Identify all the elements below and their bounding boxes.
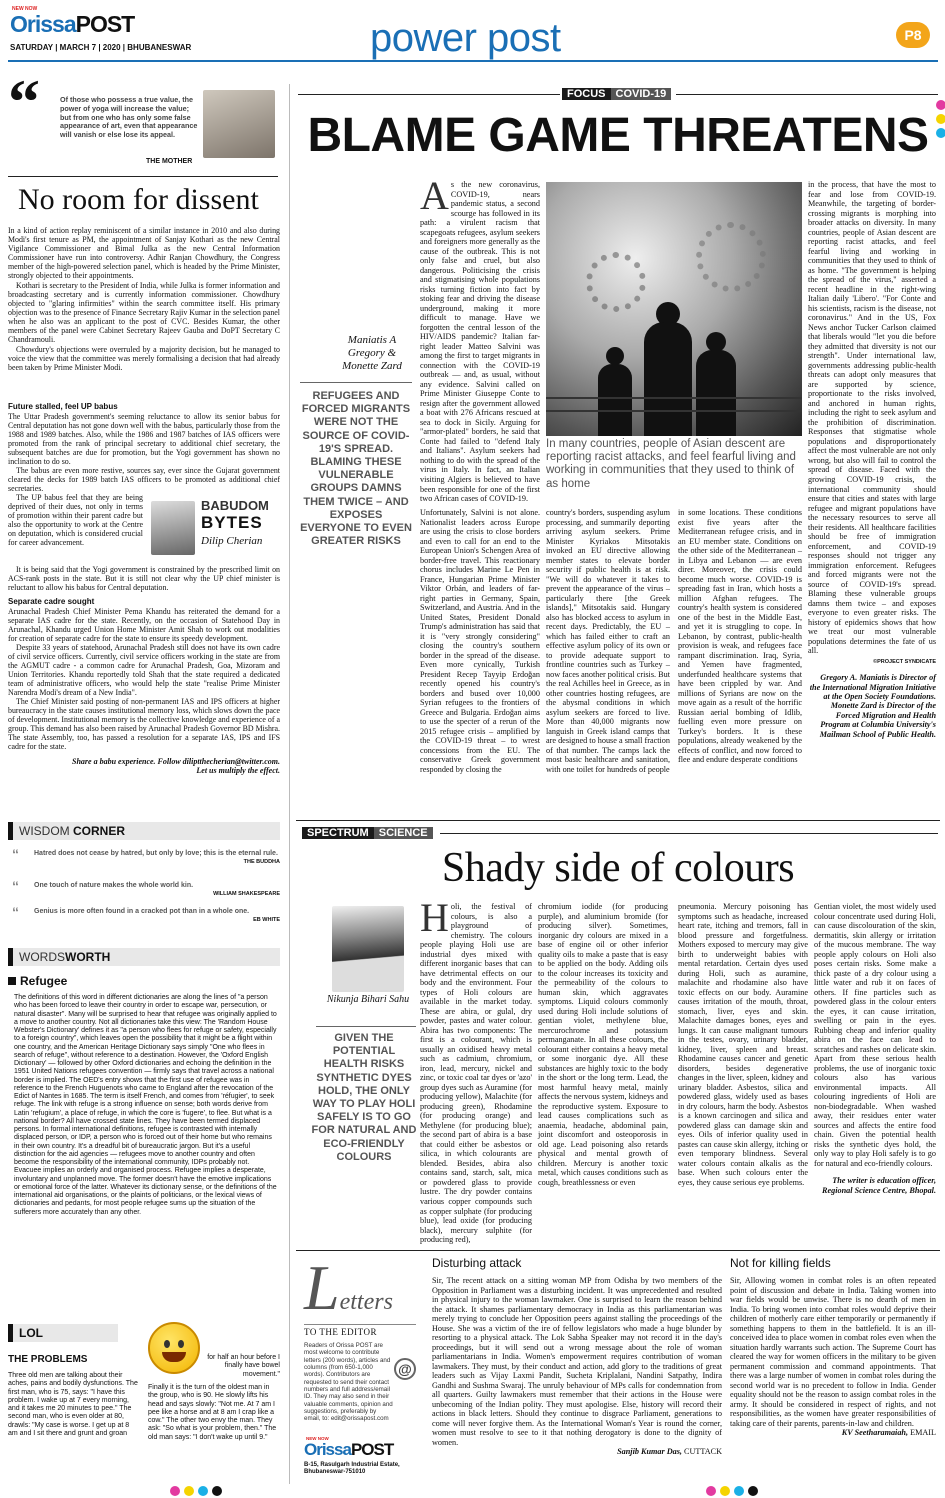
spectrum-text: chromium iodide (for producing purple), and aluminium bromide (for producing silver). Sometimes, inorganic dry colours are mixed in a base of engine oil or other inferior quality oils to make a paste that is easy to be applied on the body. Adding oils to the colour increases its toxicity and the permeability of the colours to human skin, which aggravates symptoms. Liquid colours commonly used during Holi include solutions of gentian violet, methylene blue, mercurochrome and potassium permanganate. In all these colours, the colourant either contains a heavy metal or some inorganic dye. All these substances are highly toxic to the body in the short or the long term. Lead, the most harmful heavy metal, mainly affects the nervous system, kidneys and the reproductive system. Exposure to lead causes complications such as anaemia, headache, abdominal pain, joint discomfort and osteoporosis in old age. Lead poisoning also retards physical and mental growth of children. Mercury is another toxic metal, which causes conditions such as cough, breathlessness or even — [538, 902, 668, 1187]
letters-info: Readers of Orissa POST are most welcome to contribute letters (200 words), articles and columns (from 650-1,000 words). Contributors are requested to send their contact numbers and full address/email ID. They may also send in their valuable comments, opinion and suggestions, preferably by email, to: edit@orissapost.com — [304, 1342, 393, 1423]
square-bullet-icon — [8, 977, 16, 985]
spectrum-text: pneumonia. Mercury poisoning has symptoms such as headache, increased heart rate, itching and tremors, fall in blood pressure and forgetfulness. Mothers exposed to mercury may give birth to underweight babies with mental retardation. Certain dyes used during Holi, such as auramine, malachite and rhodamine also have toxic effects on our body. Auramine causes irritation of the mouth, throat, stomach, liver, eyes and skin. Malachite damages bones, eyes and lungs. It can cause malignant tumours in the testes, ovary, urinary bladder, kidney, liver, spleen and breast. Rhodamine causes cancer and genetic disorders, besides degenerative changes in the liver, spleen, kidney and urinary bladder. Asbestos, silica and powdered glass, widely used as bases in dry colours, harm the body. Asbestos is a known carcinogen and silica and powdered glass can damage skin and eyes. Oils of inferior quality used in pastes can cause skin allergy, itching or even temporary blindness. Several water colours contain alkalis as the base. When such colours enter the eyes, they cause serious eye problems. — [678, 902, 808, 1187]
spectrum-author: Nikunja Bihari Sahu — [326, 994, 410, 1005]
word-body: The definitions of this word in different dictionaries are along the lines of "a person who has been forced to leave their country in order to escape war, persecution, or natural disaster". Many will be surprised to hear that refugee was originally applied to a move to another country. Not all dictionaries take this view: The 'Random House Webster's Dictionary' defines it as "a person who flees for refuge or safety, especially to a foreign country", which leaves open the possibility that it might be a flight within one country, and the American Heritage Dictionary says simply "One who flees in search of refuge", without reference to a destination. However, the 'Oxford English Dictionary' — followed by other Oxford dictionaries and echoing the definition in the 1951 United Nations refugees convention — firmly says that travel across a national border is implied. The OED's entry shows that the first use of refugee was in reference to the French Huguenots who came to England after the revocation of the Edict of Nantes in 1685. The term is itself French, and comes from 'réfugier', to seek refuge. The link with refuge is a strong influence on sense; both words derive from Latin 'refugium', a place of refuge, in which the core is 'fugere', to flee. But what is a national border? All have crossed state lines. They have been termed displaced persons. In formal international definitions, refugee is contrasted with internally displaced person, or IDP, a person who is forced out of their home but who remains in their own country. It's a dreadful bit of bureaucratic jargon. But it's a useful distinction for the aid agencies — refugees move to another country and often become the responsibility of the international community, IDPs probably not. Evacuee implies an orderly and organised process. Refugee implies a desperate, involuntary and unplanned move. The former doesn't have the emotive implications or emotional force of the latter. Whatever its dictionary sense, or the definitions of the international aid organisations, or the plaints of politicians, or the lexical views of dictionaries and pedants, for most people refugee sums up the situation of the sufferers more accurately than any other. — [14, 994, 277, 1216]
wordsworth — [8, 948, 280, 1308]
babu-paragraph: Arunachal Pradesh Chief Minister Pema Khandu has reiterated the demand for a separate IAS cadre for the state. Recently, on the occasion of Statehood Day in Arunachal, Khandu urged Union Home Minister Amit Shah to work out modalities for creation of separate cadre for the state to ensure its speedy development. — [8, 607, 280, 644]
logo-post: POST — [75, 11, 135, 37]
lol-col2b: Finally it is the turn of the oldest man in the group, who is 90. He slowly lifts his head and says slowly: "Not me. At 7 am I pee like a horse and at 8 am I crap like a cow." The other two envy the man. They ask: "So what is your problem, then." The old man says: "I don't wake up until 9." — [148, 1384, 277, 1441]
quote-mark-icon: “ — [12, 846, 19, 862]
editorial-title: No room for dissent — [18, 183, 259, 216]
registration-mark — [184, 1486, 194, 1496]
registration-mark — [720, 1486, 730, 1496]
letters-address: B-15, Rasulgarh Industrial Estate, Bhubaneswar-751010 — [304, 1462, 400, 1476]
focus-photo-caption: In many countries, people of Asian descent are reporting racist attacks, and feel fearful living and working in communities that they used to think of as home — [546, 438, 796, 490]
wisdom-quote-text: Genius is more often found in a cracked pot than in a whole one. — [34, 908, 250, 915]
registration-mark — [198, 1486, 208, 1496]
wisdom-quote-author: THE BUDDHA — [243, 859, 280, 865]
focus-col3 — [546, 508, 670, 775]
letter-title: Disturbing attack — [432, 1256, 522, 1270]
lol-title: THE PROBLEMS — [8, 1354, 88, 1365]
quote-text: Of those who possess a true value, the power of yoga will increase the value; but from one who has only some false appearance of art, even that appearance will vanish or else lose its appeal. — [60, 95, 198, 140]
masthead-logo[interactable] — [10, 11, 134, 38]
wisdom-header — [8, 822, 280, 840]
focus-tag-b: COVID-19 — [611, 88, 672, 100]
column-tagline — [8, 757, 280, 775]
author-bio: Gregory A. Maniatis is Director of the International Migration Initiative at the Open Society Foundations. Monette Zard is Director of the Forced Migration and Health Program at Columbia University's Mailman School of Public Health. — [809, 673, 936, 739]
registration-mark — [734, 1486, 744, 1496]
wisdom-quote — [8, 904, 280, 923]
letter-signature — [432, 1447, 722, 1456]
focus-col1 — [420, 173, 540, 505]
wisdom-head-a: WISDOM — [19, 824, 70, 838]
spectrum-text: Gentian violet, the most widely used colour concentrate used during Holi, can cause discolouration of the skin, dermatitis, skin allergy or irritation of the mucous membrane. The way people apply colours on Holi also poses certain risks. Some make a thick paste of a dry colour using a little water and rub it on faces of others. If fine particles such as powdered glass in the colour enters the eyes, it can cause irritation, swelling or pain in the eyes. Rubbing cheap and inferior quality abira on the face can lead to scratches and rashes on delicate skin. Apart from these serious health problems, the use of inorganic toxic colours also has various environmental impacts. All colouring ingredients of Holi are non-biodegradable. When washed away, their residues enter water sources and affects the entire food chain. Given the potential health risks the synthetic dyes hold, the only way to play Holi safely is to go for natural and eco-friendly colours. — [814, 902, 936, 1168]
editorial-paragraph: In a kind of action replay reminiscent of a similar instance in 2010 and also during Modi's first tenure as PM, the appointment of Sanjay Kothari as the new Central Vigilance Commissioner and Bimal Julka as the new Central Information Commissioner have run into controversy. Adhir Ranjan Chowdhury, the Congress member of the high-powered selection panel, which is headed by the Prime Minister, strongly objected to their appointments. — [8, 226, 280, 280]
spectrum-col4 — [814, 902, 936, 1195]
letter-body: Sir, Allowing women in combat roles is an often repeated point of discussion and debate in India. Taking women into war fields would be unwise. There is no dearth of men in India. To bring women into combat roles would deprive their children of motherly care either temporarily or permanently if something happens to them in the battlefield. It is an ill-conceived idea to place women in combat roles even when the situation hardly warrants such action. The Supreme Court has cleared the way for women officers in the military to be given permanent commission and command appointments. That there was a large number of women in combat roles during the second world war is no precedent to follow in India. Gender equality should not be the reason to assign combat roles in the army. It should be considered in respect of rights, and not responsibilities, as the women have greater responsibilities of taking care of their parents, parents-in-law and children. — [730, 1276, 936, 1428]
letter-1 — [432, 1256, 722, 1482]
letters-logo — [304, 1440, 393, 1460]
focus-photo — [546, 182, 802, 436]
columnist-name: Dilip Cherian — [201, 535, 263, 548]
registration-mark — [748, 1486, 758, 1496]
subhead: Future stalled, feel UP babus — [8, 402, 118, 411]
letter-sign: Sanjib Kumar Das, — [617, 1447, 682, 1457]
focus-tag — [562, 86, 671, 102]
letters-title — [304, 1252, 393, 1323]
logo-small-text: NEW NOW — [12, 6, 38, 12]
babu-paragraph: It is being said that the Yogi government is constrained by the prescribed limit on ACS-rank posts in the state. But it is still not clear why the UP chief minister is reluctant to allow his babus for Central deputation. — [8, 565, 280, 593]
lol-col1: Three old men are talking about their aches, pains and bodily dysfunctions. The first man, who is 75, says: "I have this problem. I wake up at 7 every morning, and it takes me 20 minutes to pee." The second man, who is even older at 80, drawls: "My case is worse. I get up at 8 am and I sit there and grunt and groan — [8, 1372, 138, 1437]
lol-col2a: for half an hour before I finally have bowel movement." — [207, 1354, 280, 1378]
lol-box — [8, 1324, 280, 1484]
wisdom-quote — [8, 878, 280, 897]
editorial-paragraph: Chowdury's objections were overruled by a majority decision, but he managed to voice the view that the committee was merely formalising a decision that had already been taken by Prime Minister Modi. — [8, 345, 280, 372]
letters-box — [300, 1254, 418, 1482]
focus-col5 — [808, 180, 936, 739]
focus-text: Unfortunately, Salvini is not alone. Nationalist leaders across Europe are using the crisis to close borders and even to call for an end to the European Union's Schengen Area of border-free travel. This reactionary chorus includes Marine Le Pen in France, Hungarian Prime Minister Viktor Orbán, and leaders of far-right parties in Germany, Spain, Switzerland, and Austria. And in the United States, President Donald Trump's administration has said that it is "very strongly considering" closing the country's southern border in the spread of the disease. Even more cynically, Turkish President Recep Tayyip Erdoğan recently opened his country's borders and bused over 10,000 Syrian refugees to the frontiers of Greece and Bulgaria. Erdoğan aims to use the specter of a rerun of the 2015 refugee crisis – amplified by the COVID-19 threat – to wrest concessions from the EU. The conservative Greek government responded by closing the — [420, 508, 540, 774]
letters-rest: etters — [339, 1289, 393, 1315]
drop-cap: H — [420, 895, 449, 940]
focus-tag-a: FOCUS — [562, 88, 611, 100]
tagline-line: Let us multiply the effect. — [196, 766, 280, 776]
focus-text: in some locations. These conditions exist five years after the Mediterranean refugee crisis, and in an EU member state. Conditions on the other side of the Mediterranean – in Libya and Lebanon — are even direr. Moreover, the crisis could become much worse. COVID-19 is spreading fast in Iran, which hosts a million Afghan refugees. The country's health system is considered one of the best in the Middle East, and yet it is struggling to cope. In Lebanon, by contrast, public-health provision is weak, and refugees face rampant discrimination. Iraq, Syria, and Yemen have fragmented, underfunded healthcare systems that have been crippled by war. And millions of Syrians are now on the move again as a result of the horrific Russian aerial bombing of Idlib, fuelling even more pressure on Turkey's borders. It is these populations, already weakened by the effects of conflict, and now forced to flee and endure desperate conditions — [678, 508, 802, 765]
quote-author: THE MOTHER — [146, 158, 193, 165]
registration-mark — [212, 1486, 222, 1496]
subhead: Separate cadre sought — [8, 597, 95, 607]
babudom-bytes-box — [143, 493, 280, 565]
smiley-icon — [148, 1322, 200, 1374]
focus-pull-quote: REFUGEES AND FORCED MIGRANTS WERE NOT THE SOURCE OF COVID-19'S SPREAD. BLAMING THESE VULNERABLE GROUPS DAMNS THEM TWICE – AND EXPOSES EVERYONE TO EVEN GREATER RISKS — [300, 390, 412, 548]
focus-col4 — [678, 508, 802, 766]
focus-text: s the new coronavirus, COVID-19, nears pandemic status, a second scourge has followed in its path: a virulent racism that scapegoats refugees, asylum seekers and foreigners more generally as the cause of the outbreak. This is not only false and cruel, but also dangerous. Politicising the crisis and stigmatising whole populations risks turning fiction into fact by stoking fear and driving the disease underground, making it more difficult to manage. Have we forgotten the central lesson of the HIV/AIDS pandemic? Italian far-right leader Matteo Salvini was among the first to target migrants in connection with the COVID-19 outbreak — and, as usual, without any evidence. Salvini called on Prime Minister Giuseppe Conte to resign after the government allowed a boat with 276 Africans rescued at sea to dock in Sicily. Arguing for "armor-plated" borders, he said that Conte had failed to "defend Italy and Italians". Asylum seekers had nothing to do with the spread of the virus in Italy. In fact, an Italian visiting Algiers is believed to have been responsible for one of the first two African cases of COVID-19. — [420, 180, 540, 504]
babu-column — [8, 402, 280, 775]
letters-logo-small: NEW NOW — [306, 1436, 329, 1441]
babu-paragraph: The UP babus feel that they are being deprived of their dues, not only in terms of promotion within their parent cadre but also the opportunity to work at the Centre on deputation, which is considered crucial for career advancement. — [8, 493, 143, 548]
author-portrait — [203, 90, 275, 158]
wisdom-quote — [8, 846, 280, 865]
logo-post: POST — [350, 1440, 394, 1459]
quote-box — [8, 66, 278, 172]
letter-body: Sir, The recent attack on a sitting woman MP from Odisha by two members of the Opposition in Parliament was a disturbing incident. It was unprecedented and resulted in physical injury to the woman lawmaker. One is surprised to learn the reason behind the attack. It shames parliamentary democracy in India as this parliamentarian was merely trying to conclude her Opposition peers against stalling the proceedings of the House. She was a victim of the ire of fellow legislators who made a huge blunder by resorting to a physical attack. The Lok Sabha Speaker may not record it in the day's proceedings, but it will send out a wrong message about the role of woman parliamentarians in India. Women's empowerment requires contribution of woman lawmakers. They must, by their conduct and action, add glory to the traditions of great leaders such as Vijay Laxmi Pandit, Sucheta Kriplalani, Nandini Satpathy, Indira Gandhi and Sushma Swaraj. The unruly behaviour of MPs calls for condemnation from all quarters. Guilty lawmakers must remember that their actions in the House were unbecoming of the Indian polity. They must apologise. Else, history will record their actions in black letters. Should they continue to disgrace Parliament, generations to come will never forgive them. As the International Woman's Year is round the corner, women must resolve to see to it that nothing derogatory is done to the dignity of women. — [432, 1276, 722, 1447]
author-bio: The writer is education officer, Regional Science Centre, Bhopal. — [822, 1176, 936, 1195]
letters-big-l: L — [304, 1252, 340, 1323]
letter-2 — [730, 1256, 936, 1482]
spectrum-col1 — [420, 895, 532, 1246]
spectrum-col2 — [538, 902, 668, 1188]
focus-headline: BLAME GAME THREATENS — [307, 109, 929, 162]
wordsworth-header — [8, 948, 280, 966]
letter-title: Not for killing fields — [730, 1256, 831, 1270]
words-head-b: WORTH — [65, 950, 111, 964]
lol-header: LOL — [8, 1324, 118, 1342]
focus-col2 — [420, 508, 540, 775]
credit: ©PROJECT SYNDICATE — [873, 658, 936, 665]
quote-mark-icon: “ — [8, 66, 40, 137]
wisdom-head-b: CORNER — [73, 824, 126, 838]
dateline: SATURDAY | MARCH 7 | 2020 | BHUBANESWAR — [10, 43, 192, 52]
letter-signature — [730, 1428, 936, 1437]
masthead — [0, 0, 945, 62]
babu-paragraph: The Chief Minister said posting of non-permanent IAS and IPS officers at higher bureaucracy in the state causes institutional memory loss, which slows down the pace of development. Institutional memory is the collective knowledge and experience of a group. This demand has also been raised by Arunachal Pradesh Governor BD Mishra. The state Assembly, too, has passed a resolution for a separate IAS, IPS and IFS cadre for the state. — [8, 697, 280, 752]
focus-text: country's borders, suspending asylum processing, and summarily deporting arriving asylum seekers. Prime Minister Kyriakos Mitsotakis invoked an EU directive allowing member states to elevate border security if public health is at risk. "We will do whatever it takes to prevent the appearance of the virus – particularly there [the Greek islands]," Mitsotakis said. Hungary also has blocked access to asylum in recent days. Predictably, the EU – which has failed either to craft an effective asylum policy of its own or to provide adequate support to frontline countries such as Turkey – now faces another political crisis. But the real Achilles heel in Greece, as in other countries hosting refugees, are the abysmal conditions in which asylum seekers are forced to live. More than 40,000 migrants now languish in Greek island camps that are designed to house a small fraction of that number. The camps lack the most basic healthcare and sanitation, with one toilet for hundreds of people — [546, 508, 670, 774]
spectrum-tag — [302, 825, 433, 841]
letter-place: EMAIL — [910, 1428, 936, 1438]
letters-to: TO THE EDITOR — [304, 1324, 416, 1337]
drop-cap: A — [420, 173, 449, 218]
spectrum-text: oli, the festival of colours, is also a playground of chemistry. The colours people playing Holi use are industrial dyes mixed with different inorganic bases that can have detrimental effects on our body and the environment. Four types of Holi colours are available in the market today. These are abira, or gulal, dry powder, pastes and water colour. Abira has two components: The first is a colourant, which is usually an oxidised heavy metal such as cadmium, chromium, iron, lead, mercury, nickel and zinc, or toxic coal tar dyes or 'azo' group dyes such as Auramine (for producing yellow), Malachite (for producing green), Rhodamine (for producing orange) and Methylene (for producing blue); the second part of abira is a base that could either be asbestos or silica, in which colourants are blended. Besides, abira also contains sand, starch, salt, mica or powdered glass to provide lustre. The dry powder contains various copper compounds such as copper sulphate (for producing blue), lead oxide (for producing black), mercury sulphite (for producing red), — [420, 902, 532, 1245]
quote-mark-icon: “ — [12, 878, 19, 894]
tagline-line: Share a babu experience. Follow diliptthecherian@twitter.com. — [72, 757, 280, 767]
word-title — [8, 974, 67, 988]
logo-orissa: Orissa — [304, 1440, 351, 1459]
word-title-text: Refugee — [20, 974, 68, 988]
wisdom-quote-text: Hatred does not cease by hatred, but only by love; this is the eternal rule. — [34, 850, 278, 857]
spectrum-col3 — [678, 902, 808, 1188]
editorial-body — [8, 226, 280, 373]
babu-paragraph: The babus are even more restive, sources say, ever since the Gujarat government cleared the decks for 1989 batch IAS officers to be promoted as additional chief secretaries. — [8, 466, 280, 494]
registration-mark — [706, 1486, 716, 1496]
page-number-badge: P8 — [896, 22, 930, 48]
at-icon: @ — [394, 1358, 416, 1380]
spectrum-author-photo — [332, 906, 404, 992]
columnist-photo — [151, 501, 195, 555]
spectrum-tag-b: SCIENCE — [374, 827, 433, 839]
wisdom-quote-text: One touch of nature makes the whole world kin. — [34, 882, 194, 889]
babu-paragraph: Despite 33 years of statehood, Arunachal Pradesh still does not have its own cadre of civil service officers. Currently, civil service officers working in the state are from the AGMUT cadre - a common cadre for Arunachal Pradesh, Goa, Mizoram and Union Territories. Khandu reportedly told Shah that the state required a dedicated team of administrative officers, who would help the state "realise Prime Minister Narendra Modi's dream of a New India". — [8, 643, 280, 698]
quote-mark-icon: “ — [12, 904, 19, 920]
spectrum-pull-quote: GIVEN THE POTENTIAL HEALTH RISKS SYNTHETIC DYES HOLD, THE ONLY WAY TO PLAY HOLI SAFELY IS TO GO FOR NATURAL AND ECO-FRIENDLY COLOURS — [311, 1032, 417, 1163]
spectrum-headline: Shady side of colours — [441, 845, 795, 891]
column-name-b: BYTES — [201, 513, 263, 533]
wisdom-corner — [8, 822, 280, 932]
editorial-paragraph: Kothari is secretary to the President of India, while Julka is former information and broadcasting secretary and is currently information commissioner. Chowdhury objected to "glaring infirmities" within the search committee itself. His primary objection was to the presence of Finance Secretary Rajiv Kumar in the selection panel when he also was an applicant to the post of CVC. Besides Kumar, the other members of the panel were Cabinet Secretary Rajeev Gauba and DoPT Secretary C Chandramouli. — [8, 281, 280, 344]
babu-paragraph: The Uttar Pradesh government's seeming reluctance to allow its senior babus for Central deputation has not gone down well with the babus, particularly those from the 1988 and 1989 batches. Also, while the 1986 and 1987 batches of IAS officers were promoted from the rank of principal secretary to additional chief secretary, the subsequent batches are due for promotion, but the Yogi government has shown no inclination to do so. — [8, 412, 280, 467]
registration-mark — [170, 1486, 180, 1496]
focus-author: Maniatis A Gregory & Monette Zard — [342, 334, 402, 373]
words-head-a: WORDS — [19, 950, 65, 964]
section-title: power post — [370, 16, 561, 60]
logo-orissa: Orissa — [10, 11, 76, 37]
letter-place: CUTTACK — [683, 1447, 722, 1457]
letter-sign: KV Seetharamaiah, — [841, 1428, 909, 1438]
column-name-a: BABUDOM — [201, 498, 269, 514]
focus-text: in the process, that have the most to fear and lose from COVID-19. Meanwhile, the targeting of border-crossing migrants is morphing into broader attacks on diversity. In many countries, people of Asian descent are reporting racist attacks, and feel fearful living and working in communities that they used to think of as home. "The government is helping the spread of the virus," asserted a recent headline in the right-wing Italian daily 'Libero'. "For Conte and his scientists, racism is the disease, not coronavirus." And in the US, Fox News anchor Tucker Carlson claimed that liberals would "let you die before they admitted that diversity is not our strength". Under international law, governments addressing public-health threats can adopt only measures that are supported by science, proportionate to the risks involved, and anchored in human rights, including the right to seek asylum and the prohibition of discrimination. Responses that stigmatise whole populations and disproportionately affect the most vulnerable are not only wrong, but also will fail to control the spread of disease. Faced with the growing COVID-19 crisis, the international community should ensure that cities and states with large refugee and migrant populations have the necessary resources to serve all their residents. All healthcare facilities should be free of immigration enforcement, and COVID-19 responses should not trigger any immigration enforcement. Refugees and forced migrants were not the source of COVID-19's spread. Blaming these vulnerable groups damns them twice – and exposes everyone to even greater risks. The history of epidemics shows that how we treat our most vulnerable populations determines the fate of us all. — [808, 180, 936, 656]
wisdom-quote-author: EB WHITE — [253, 917, 280, 923]
spectrum-tag-a: SPECTRUM — [302, 827, 374, 839]
wisdom-quote-author: WILLIAM SHAKESPEARE — [213, 891, 280, 897]
